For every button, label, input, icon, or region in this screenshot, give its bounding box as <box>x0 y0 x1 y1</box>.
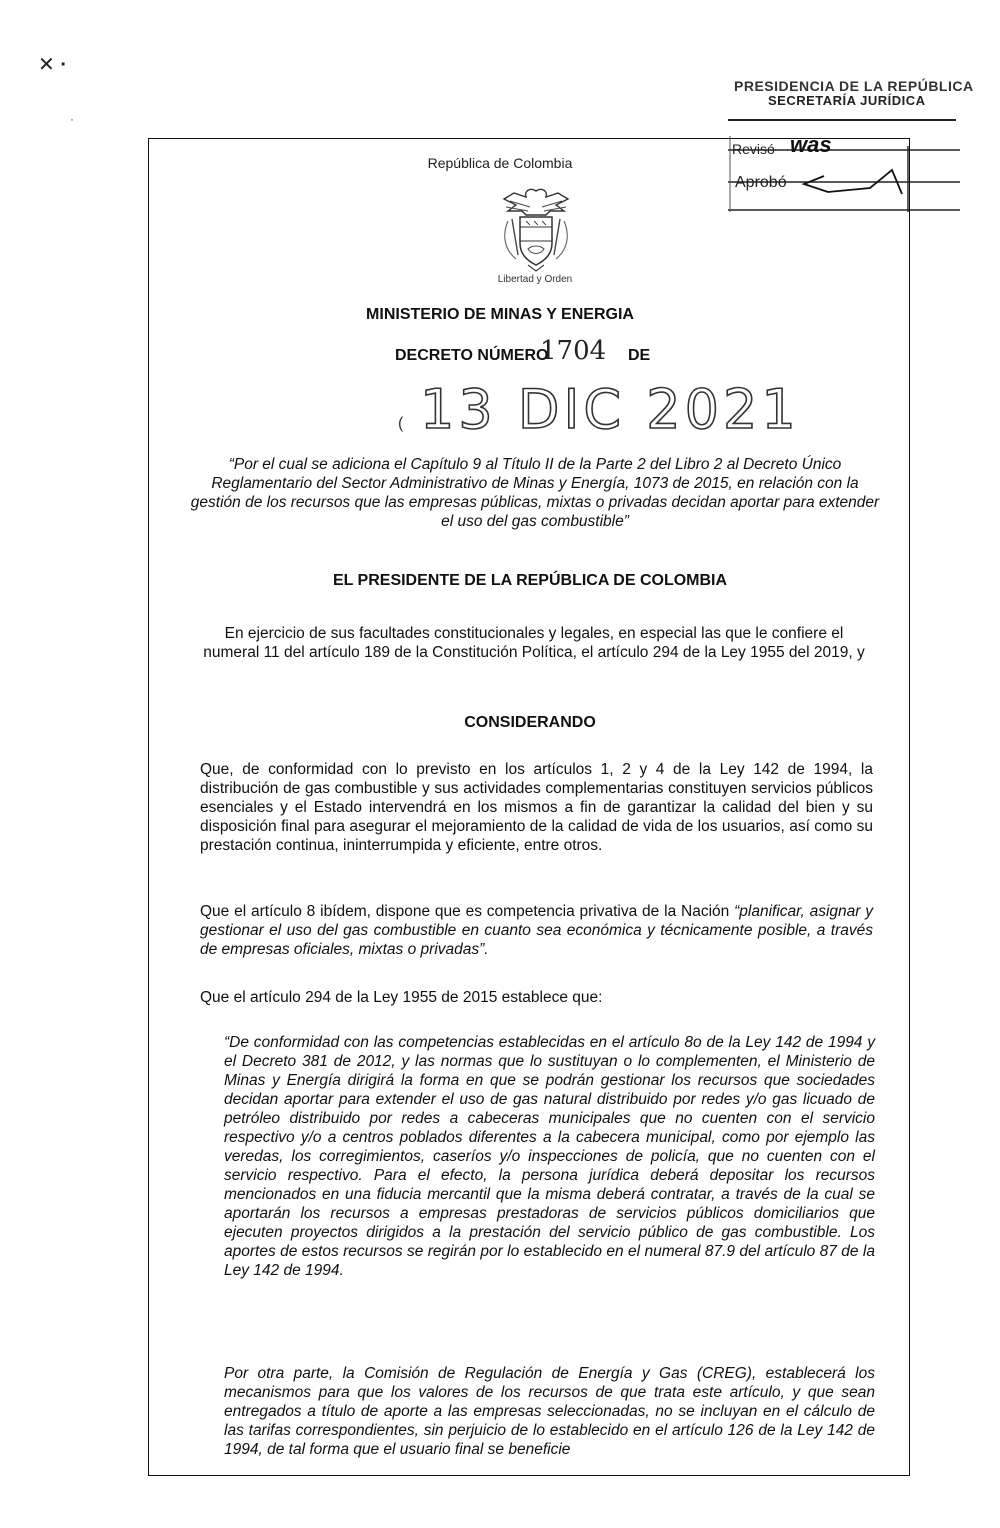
considerando-paragraph-1: Que, de conformidad con lo previsto en los artículos 1, 2 y 4 de la Ley 142 de 1994, la distribución de gas combustible y sus actividades complementarias constituyen servicios públicos esenciales y el Estado intervendrá en los mismos a fin de garantizar la calidad del bien y su disposición final para asegurar el mejoramiento de la calidad de vida de los usuarios, así como su prestación continua, ininterrumpida y eficiente, entre otros. <box>200 761 873 854</box>
scan-mark: · <box>70 112 74 126</box>
reviso-label: Revisó <box>732 141 775 157</box>
decreto-numero: 1704 <box>540 336 607 366</box>
republica-label: República de Colombia <box>427 155 573 171</box>
presidente-heading: EL PRESIDENTE DE LA REPÚBLICA DE COLOMBIA <box>332 572 728 589</box>
aprobo-label: Aprobó <box>735 174 787 191</box>
stamp-secretaria: SECRETARÍA JURÍDICA <box>768 93 926 108</box>
stamp-divider <box>728 119 956 121</box>
considerando-paragraph-3: Que el artículo 294 de la Ley 1955 de 2015 establece que: <box>200 989 603 1006</box>
stamp-presidencia: PRESIDENCIA DE LA REPÚBLICA <box>734 78 974 94</box>
epigrafe: “Por el cual se adiciona el Capítulo 9 al Título II de la Parte 2 del Libro 2 al Decreto Único Reglamentario del Sector Administrativo de Minas y Energía, 1073 de 2015, en relación con la gestión de los recursos que las empresas públicas, mixtas o privadas decidan aportar para extender el uso del gas combustible” <box>190 456 880 530</box>
considerando-paragraph-2 <box>200 902 873 959</box>
p2-quote: “planificar, asignar y gestionar el uso del gas combustible en cuanto sea económica y técnicamente posible, a través de empresas oficiales, mixtas o privadas”. <box>200 903 873 958</box>
decreto-de: DE <box>628 347 651 364</box>
decreto-fecha-stamp: 13 DIC 2021 <box>420 378 800 441</box>
scan-mark: ✕ · <box>38 54 67 76</box>
ejercicio-paragraph: En ejercicio de sus facultades constitucionales y legales, en especial las que le confiere el numeral 11 del artículo 189 de la Constitución Política, el artículo 294 de la Ley 1955 del 2019, y <box>203 625 865 661</box>
decreto-label: DECRETO NÚMERO <box>395 347 549 364</box>
motto-label: Libertad y Orden <box>497 274 573 285</box>
quote-paragraph-2: Por otra parte, la Comisión de Regulación de Energía y Gas (CREG), establecerá los mecanismos para que los valores de los recursos de que trata este artículo, y que sean entregados a título de aporte a las empresas seleccionadas, no se incluyan en el cálculo de las tarifas correspondientes, sin perjuicio de lo establecido en el artículo 126 de la Ley 142 de 1994, de tal forma que el usuario final se beneficie <box>224 1365 875 1458</box>
coat-of-arms-icon <box>500 185 572 273</box>
date-paren: ( <box>398 415 404 432</box>
quote-paragraph-1: “De conformidad con las competencias establecidas en el artículo 8o de la Ley 142 de 1994 y el Decreto 381 de 2012, y las normas que lo sustituyan o lo complementen, el Ministerio de Minas y Energía dirigirá la forma en que se podrán gestionar los recursos que sociedades decidan aportar para extender el uso de gas natural distribuido por redes y/o gas licuado de petróleo distribuido por redes a cabeceras municipales que no cuenten con el servicio respectivo y/o a centros poblados diferentes a la cabecera municipal, como por ejemplo las veredas, los corregimientos, caseríos y/o inspecciones de policía, que no cuenten con el servicio respectivo. Para el efecto, la persona jurídica deberá depositar los recursos mencionados en una fiducia mercantil que la misma deberá contratar, a través de la cual se aportarán los recursos a empresas prestadoras de servicios públicos domiciliarios que ejecuten proyectos dirigidos a la prestación del servicio público de gas combustible. Los aportes de estos recursos se regirán por lo establecido en el numeral 87.9 del artículo 87 de la Ley 142 de 1994. <box>224 1034 875 1279</box>
considerando-heading: CONSIDERANDO <box>464 714 596 731</box>
p2-text: Que el artículo 8 ibídem, dispone que es competencia privativa de la Nación <box>200 903 735 920</box>
reviso-initials: was <box>790 132 832 157</box>
ministerio-title: MINISTERIO DE MINAS Y ENERGIA <box>366 306 634 323</box>
